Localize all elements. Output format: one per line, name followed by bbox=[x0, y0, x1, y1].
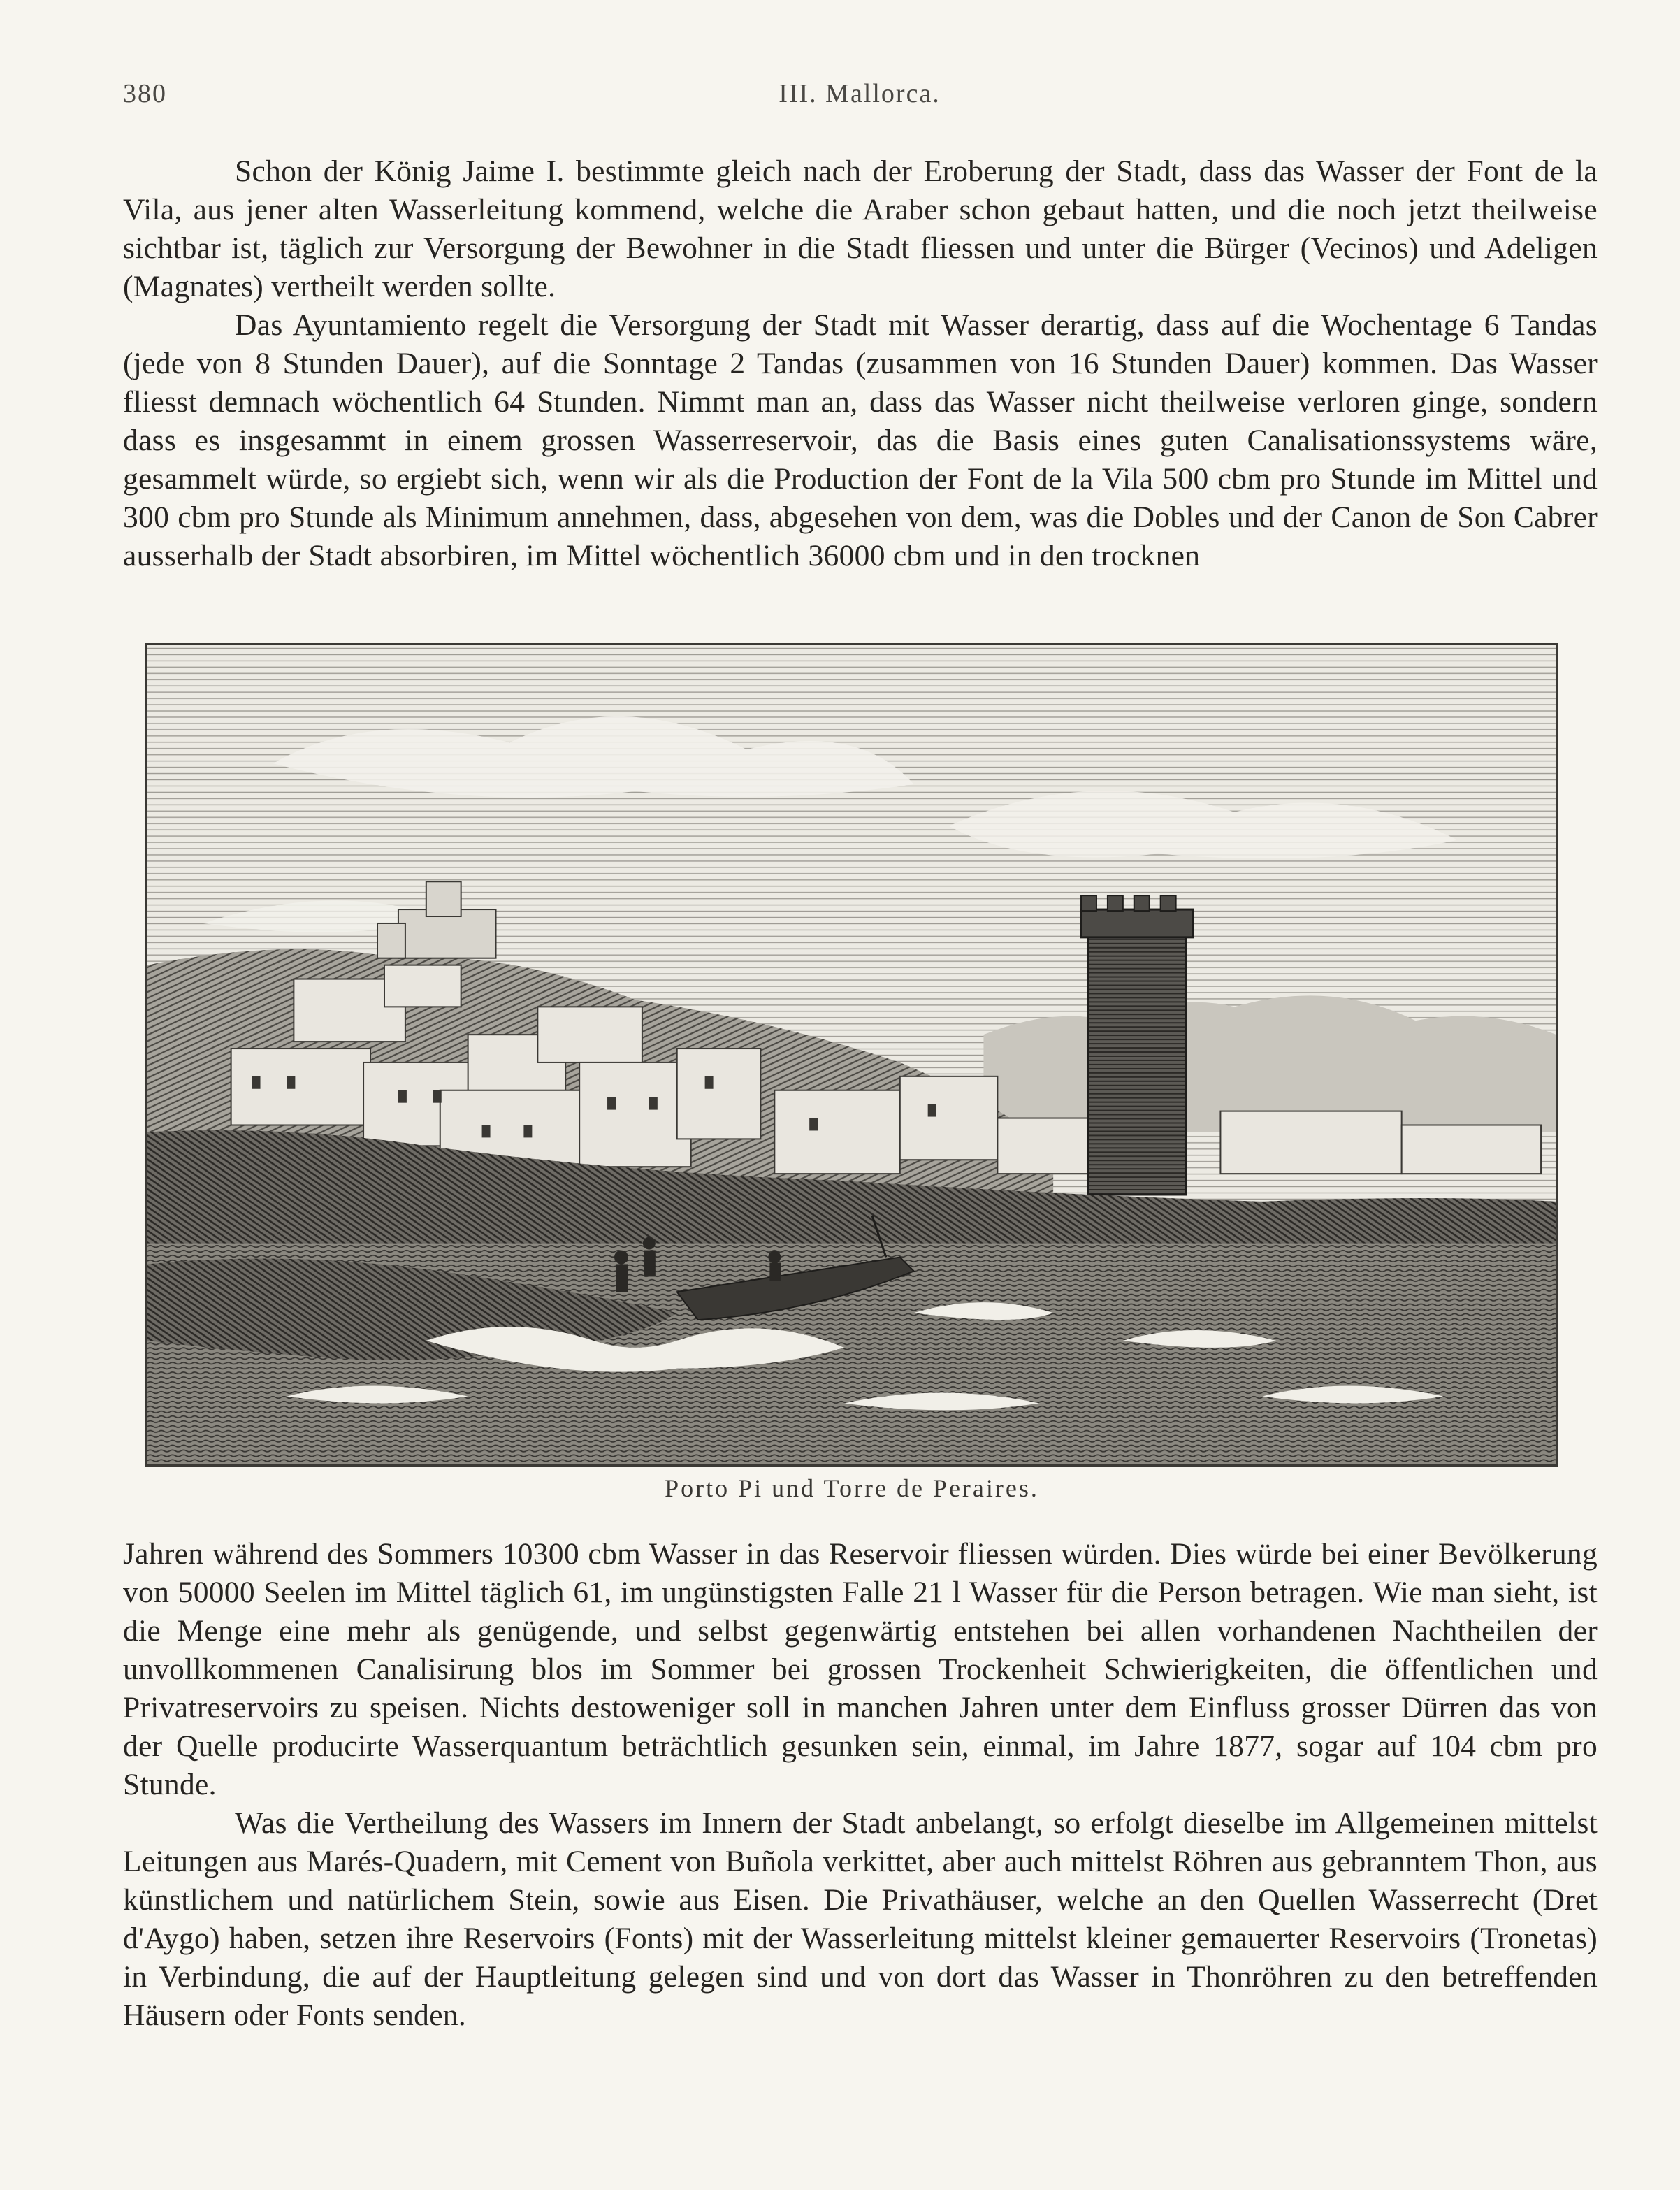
paragraph: Das Ayuntamiento regelt die Versorgung der Stadt mit Wasser derartig, dass auf die Wochentage 6 Tandas (jede von 8 Stunden Dauer), auf die Sonntage 2 Tandas (zusammen von 16 Stunden Dauer) kommen. Das Wasser fliesst demnach wöchentlich 64 Stunden. Nimmt man an, dass das Wasser nicht theilweise verloren ginge, sondern dass es insgesammt in einem grossen Wasserreservoir, das die Basis eines guten Canalisationssystems wäre, gesammelt würde, so ergiebt sich, wenn wir als die Production der Font de la Vila 500 cbm pro Stunde im Mittel und 300 cbm pro Stunde als Minimum annehmen, dass, abgesehen von dem, was die Dobles und der Canon de Son Cabrer ausserhalb der Stadt absorbiren, im Mittel wöchentlich 36000 cbm und in den trocknen bbox=[123, 308, 1598, 572]
text-block-bottom bbox=[123, 1535, 1598, 2035]
figure-caption: Porto Pi und Torre de Peraires. bbox=[665, 1474, 1039, 1502]
running-title: III. Mallorca. bbox=[779, 79, 941, 108]
paragraph: Jahren während des Sommers 10300 cbm Wasser in das Reservoir fliessen würden. Dies würde bei einer Bevölkerung von 50000 Seelen im Mittel täglich 61, im ungünstigsten Falle 21 l Wasser für die Person betragen. Wie man sieht, ist die Menge eine mehr als genügende, und selbst gegenwärtig entstehen bei allen vorhandenen Nachtheilen der unvollkommenen Canalisirung blos im Sommer bei grossen Trockenheit Schwierigkeiten, die öffentlichen und Privatreservoirs zu speisen. Nichts destoweniger soll in manchen Jahren unter dem Einfluss grosser Dürren das von der Quelle producirte Wasserquantum beträchtlich gesunken sein, einmal, im Jahre 1877, sogar auf 104 cbm pro Stunde. bbox=[123, 1537, 1598, 1801]
paragraph: Was die Vertheilung des Wassers im Innern der Stadt anbelangt, so erfolgt dieselbe im Allgemeinen mittelst Leitungen aus Marés-Quadern, mit Cement von Buñola verkittet, aber auch mittelst Röhren aus gebranntem Thon, aus künstlichem und natürlichem Stein, sowie aus Eisen. Die Privathäuser, welche an den Quellen Wasserrecht (Dret d'Aygo) haben, setzen ihre Reservoirs (Fonts) mit der Wasserleitung mittelst kleiner gemauerter Reservoirs (Tronetas) in Verbindung, die auf der Hauptleitung gelegen sind und von dort das Wasser in Thonröhren zu den betreffenden Häusern oder Fonts senden. bbox=[123, 1806, 1598, 2032]
engraving-illustration bbox=[145, 643, 1558, 1467]
paragraph: Schon der König Jaime I. bestimmte gleich nach der Eroberung der Stadt, dass das Wasser der Font de la Vila, aus jener alten Wasserleitung kommend, welche die Araber schon gebaut hatten, und die noch jetzt theilweise sichtbar ist, täglich zur Versorgung der Bewohner in die Stadt fliessen und unter die Bürger (Vecinos) und Adeligen (Magnates) vertheilt werden sollte. bbox=[123, 154, 1598, 303]
page-header bbox=[123, 78, 1596, 120]
page-number: 380 bbox=[123, 79, 167, 108]
text-block-top bbox=[123, 152, 1598, 575]
